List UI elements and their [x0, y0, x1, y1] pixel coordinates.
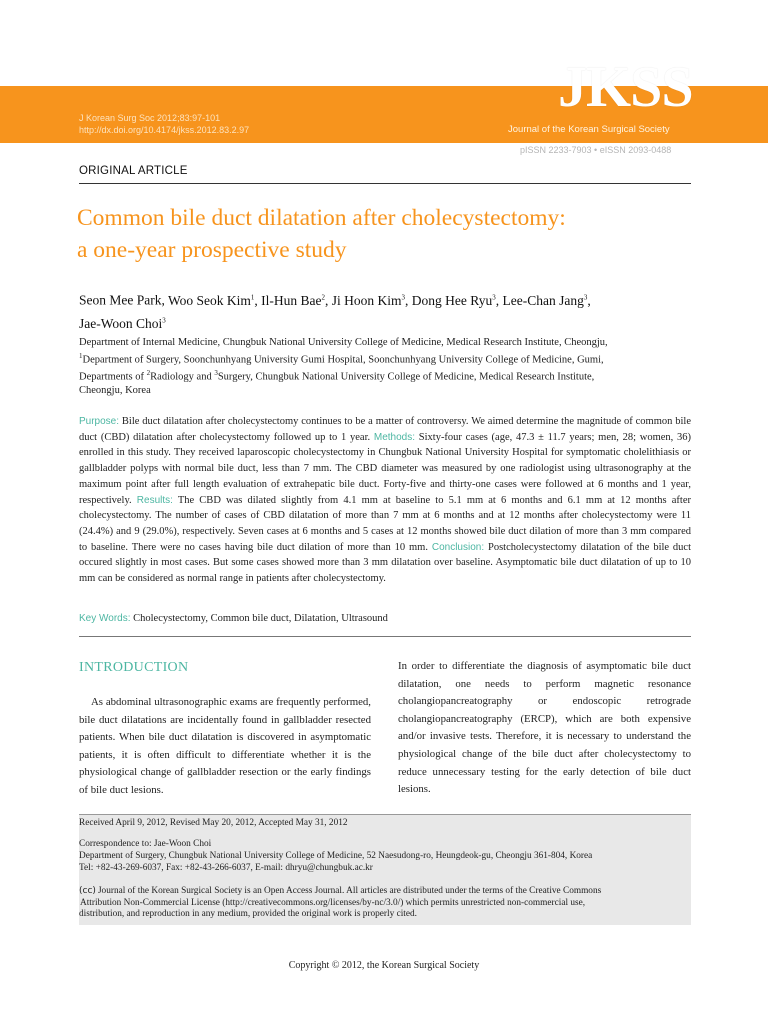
- author: Il-Hun Bae$^2$,: [261, 292, 332, 308]
- keywords-text: Cholecystectomy, Common bile duct, Dilatation, Ultrasound: [133, 613, 388, 624]
- purpose-text: Bile duct dilatation after cholecystectomy continues to be a matter of controversy. We aimed determine the magnitude of common bile duct (CBD) dilatation after cholecystectomy followed up to 1 year.: [79, 416, 692, 443]
- conclusion-text: Postcholecystectomy dilatation of the bile duct occured slightly in most cases. But some cases showed more than 3 mm dilatation over baseline. Asymptomatic bile duct dilatation of up to 10 mm can be considered as normal range in patients after cholecystectomy.: [79, 541, 692, 585]
- divider: [79, 636, 691, 637]
- journal-name: Journal of the Korean Surgical Society: [508, 124, 670, 135]
- body-paragraph: As abdominal ultrasonographic exams are frequently performed, bile duct dilatations are incidentally found in gallbladder resected patients. When bile duct dilatation is discovered in asymptomatic patients, it is often difficult to differentiate whether it is the physiological change of gallbladder resection or the early findings of bile duct lesions.: [79, 696, 371, 796]
- license-line: Attribution Non-Commercial License (http://creativecommons.org/licenses/by-nc/3.0/) which permits unrestricted non-commercial use,: [80, 897, 586, 908]
- divider: [79, 183, 691, 184]
- body-paragraph: In order to differentiate the diagnosis of asymptomatic bile duct dilatation, one needs to perform magnetic resonance cholangiopancreatography or endoscopic retrograde cholangiopancreatography (ERCP), which are both expensive and/or invasive tests. Therefore, it is necessary to understand the physiological change of the bile duct after cholecystectomy to reduce unnecessary testing for the early detection of bile duct lesions.: [398, 660, 691, 796]
- author: Lee-Chan Jang$^3$,: [502, 292, 591, 308]
- citation-line: J Korean Surg Soc 2012;83:97-101: [79, 113, 221, 123]
- purpose-label: Purpose:: [79, 416, 120, 427]
- correspondence: Correspondence to: Jae-Woon Choi: [79, 839, 212, 849]
- title-line: a one-year prospective study: [77, 237, 347, 263]
- license-line: distribution, and reproduction in any medium, provided the original work is properly cited.: [79, 909, 417, 919]
- journal-logo: JKSS: [558, 54, 693, 119]
- keywords-label: Key Words:: [79, 613, 131, 624]
- copyright: Copyright © 2012, the Korean Surgical Society: [288, 960, 480, 971]
- affiliation-line: Cheongju, Korea: [79, 384, 151, 396]
- results-label: Results:: [136, 494, 173, 506]
- affiliation-line: Departments of $^2$Radiology and $^3$Surgery, Chungbuk National University College of Medicine, Medical Research Institute,: [79, 368, 595, 382]
- author: Seon Mee Park,: [79, 292, 168, 308]
- article-title: [77, 202, 697, 266]
- author-list: [79, 287, 691, 334]
- author: Dong Hee Ryu$^3$,: [411, 292, 503, 308]
- received-dates: Received April 9, 2012, Revised May 20, 2012, Accepted May 31, 2012: [79, 818, 348, 828]
- affiliation-line: Department of Internal Medicine, Chungbuk National University College of Medicine, Medical Research Institute, Cheongju,: [79, 337, 608, 348]
- conclusion-label: Conclusion:: [431, 541, 485, 553]
- title-line: Common bile duct dilatation after cholecystectomy:: [77, 205, 566, 231]
- methods-label: Methods:: [373, 431, 416, 443]
- methods-text: Sixty-four cases (age, 47.3 ± 11.7 years; men, 28; women, 36) enrolled in this study. They received laparoscopic cholecystectomy in Chungbuk National University Hospital for symptomatic cholelithiasis or gallbladder polyps with normal bile duct, less than 7 mm. The CBD diameter was measured by one radiologist using ultrasonography at the maximum point after full length evaluation of extrahepatic bile duct. Forty-five and thirty-one cases were followed at 6 months and 1 year, respectively.: [79, 431, 692, 506]
- section-heading: INTRODUCTION: [79, 660, 189, 675]
- license-line: (cc) Journal of the Korean Surgical Society is an Open Access Journal. All articles are distributed under the terms of the Creative Commons: [79, 886, 602, 896]
- article-footnote: [79, 814, 691, 925]
- results-text: The CBD was dilated slightly from 4.1 mm at baseline to 5.1 mm at 6 months and 6.1 mm at 12 months after cholecystectomy. The number of cases of CBD dilatation of more than 7 mm at 6 months and at 12 months after cholecystectomy were 11 (24.4%) and 9 (29.0%), respectively. Seven cases at 6 months and 5 cases at 12 months showed bile duct dilation of more than 3 mm compared to baseline. There were no cases having bile duct dilation of more than 10 mm.: [79, 494, 691, 553]
- address: Department of Surgery, Chungbuk National University College of Medicine, 52 Naesudong-ro, Heungdeok-gu, Cheongju 361-804, Korea: [79, 851, 593, 861]
- keywords: [79, 611, 691, 626]
- doi-link[interactable]: http://dx.doi.org/10.4174/jkss.2012.83.2.97: [79, 125, 250, 135]
- author: Jae-Woon Choi$^3$: [79, 316, 166, 331]
- author: Woo Seok Kim$^1$,: [168, 292, 262, 308]
- contact: Tel: +82-43-269-6037, Fax: +82-43-266-6037, E-mail: dhryu@chungbuk.ac.kr: [79, 863, 373, 873]
- cc-license-icon: (cc): [79, 886, 96, 896]
- author: Ji Hoon Kim$^3$,: [331, 292, 412, 308]
- issn: pISSN 2233-7903 • eISSN 2093-0488: [520, 145, 672, 155]
- affiliations: [79, 336, 691, 397]
- affiliation-line: $^1$Department of Surgery, Soonchunhyang University Gumi Hospital, Soonchunhyang University College of Medicine, Gumi,: [79, 351, 604, 365]
- abstract: [79, 414, 691, 587]
- article-type: ORIGINAL ARTICLE: [79, 165, 188, 177]
- citation: [79, 112, 249, 136]
